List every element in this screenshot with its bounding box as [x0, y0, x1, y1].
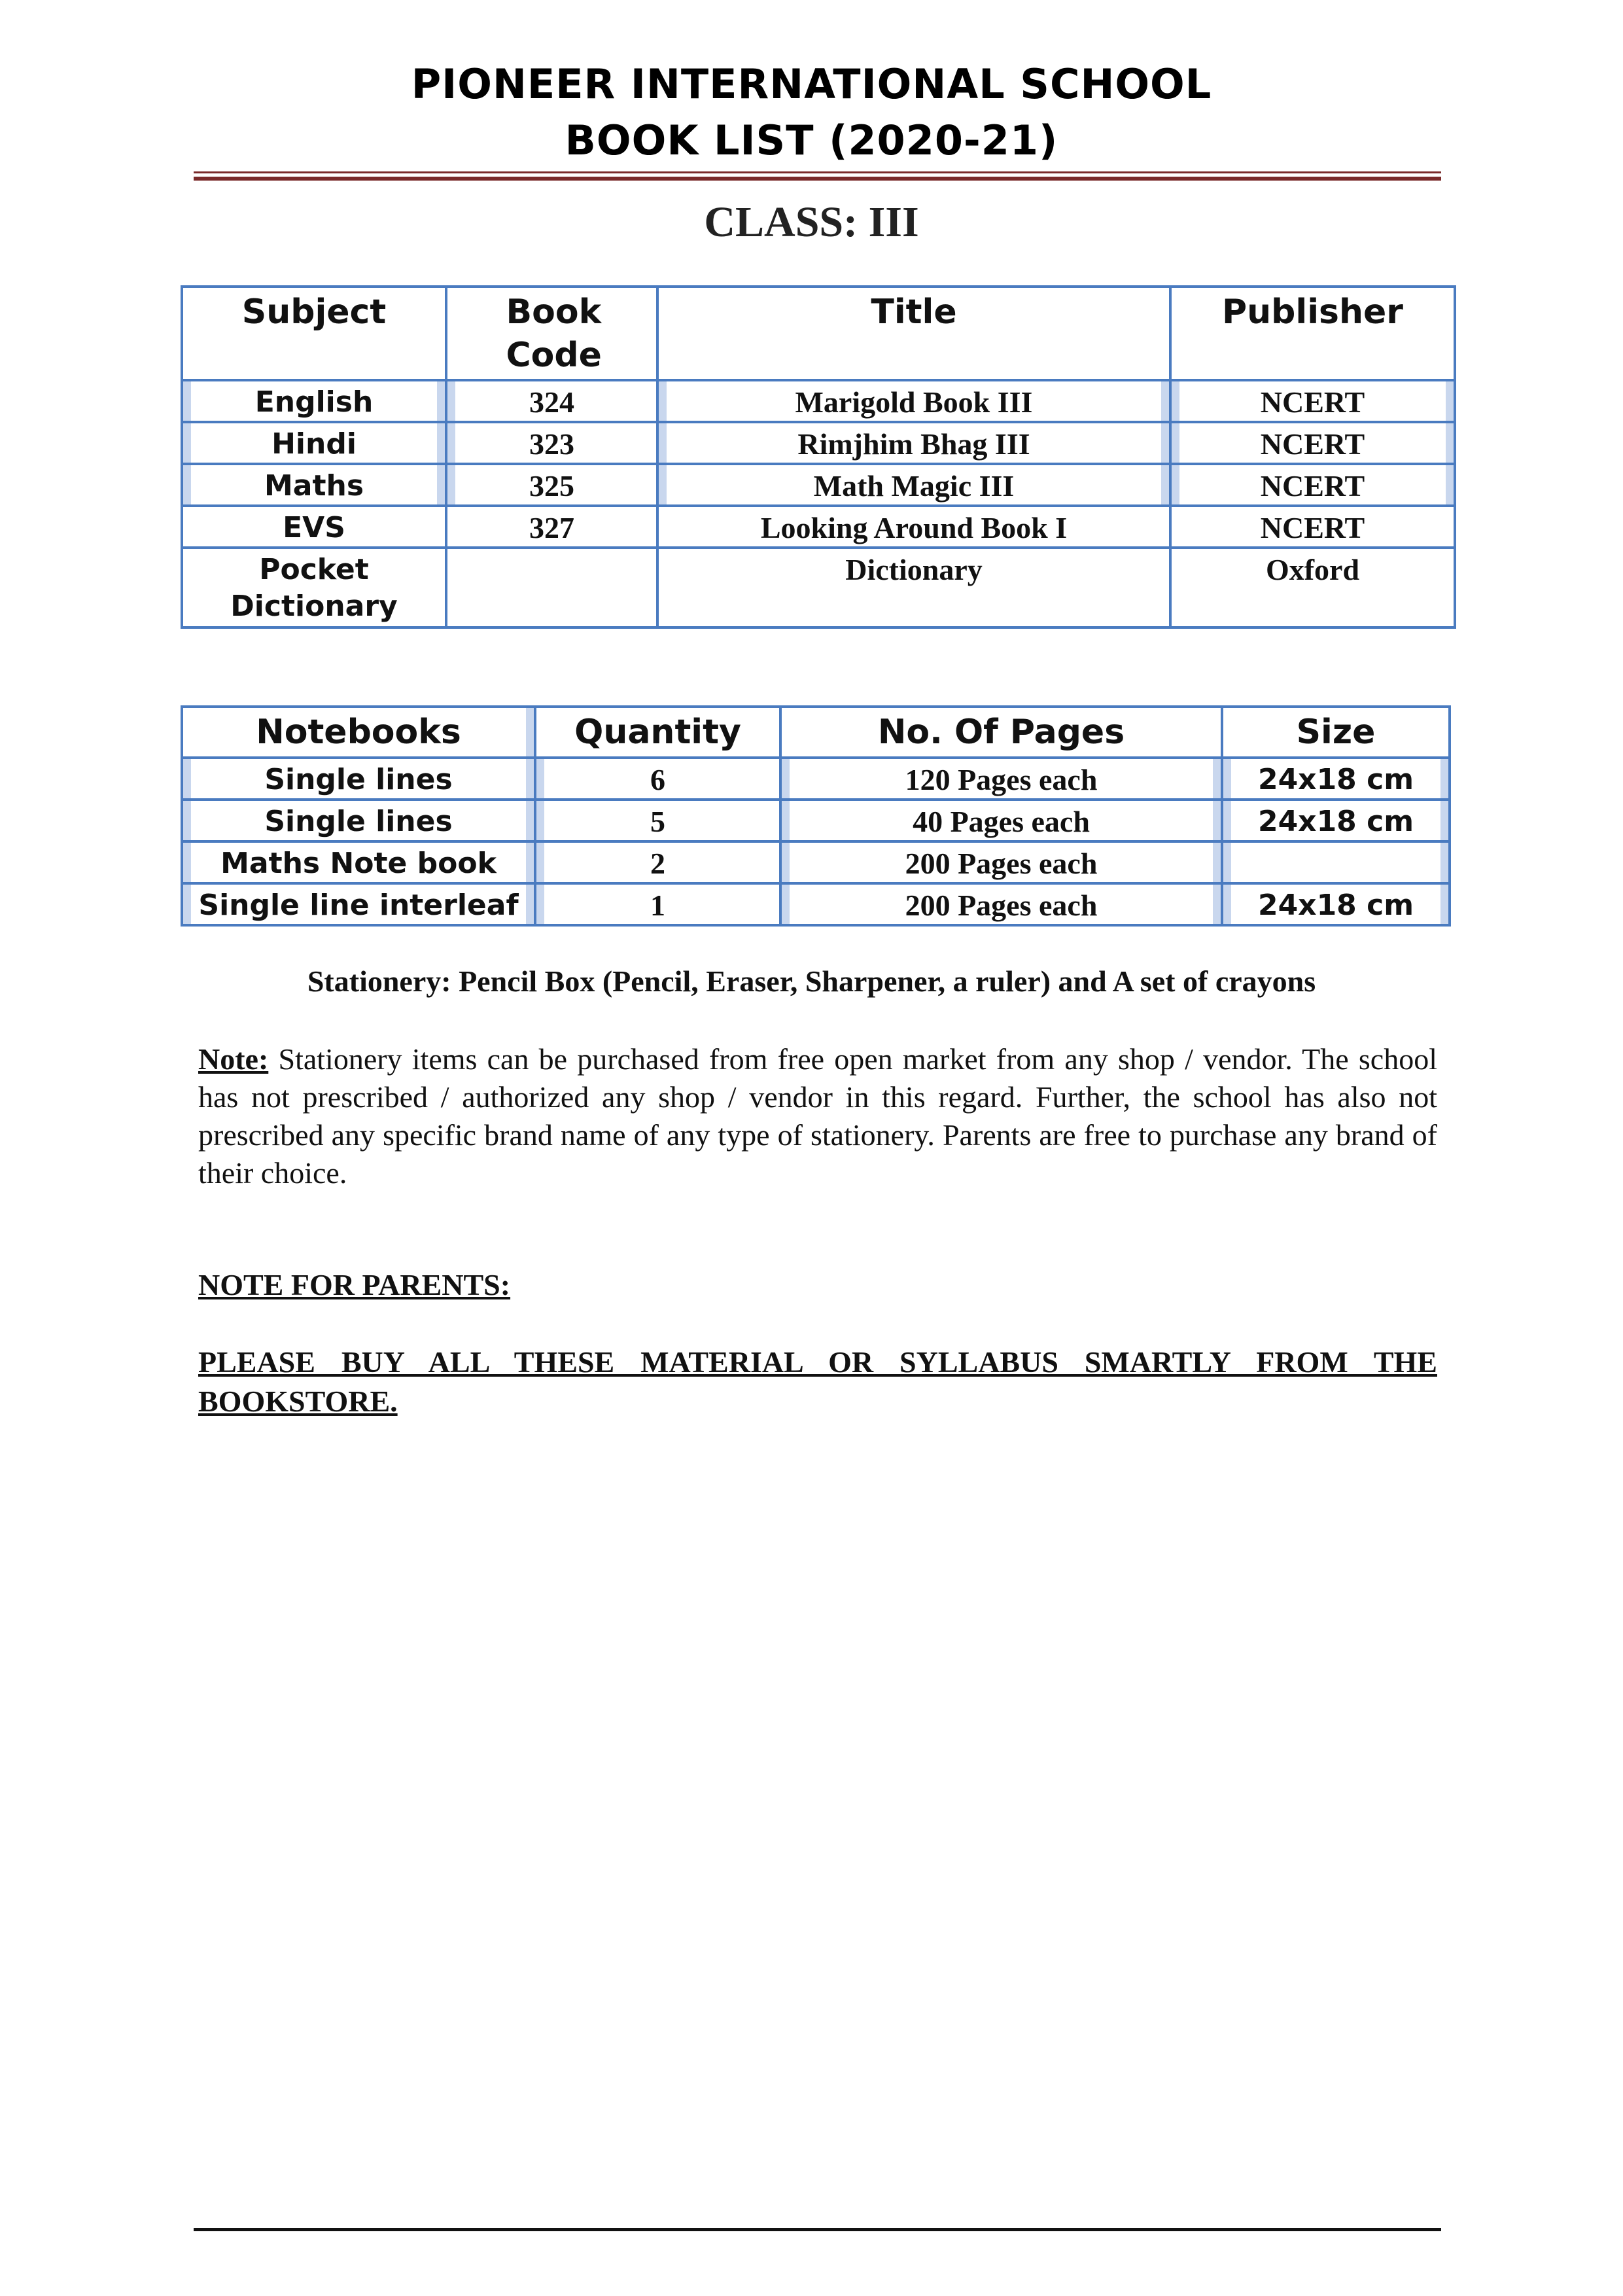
book-subject: Hindi	[182, 422, 446, 464]
table-row	[182, 548, 1455, 627]
notebook-pages: 200 Pages each	[780, 883, 1222, 925]
notebook-name: Single lines	[182, 758, 535, 800]
book-title: Math Magic III	[657, 464, 1170, 506]
book-publisher: NCERT	[1170, 464, 1455, 506]
notebook-quantity: 6	[535, 758, 780, 800]
notebook-quantity: 2	[535, 841, 780, 883]
notebook-pages: 40 Pages each	[780, 800, 1222, 841]
notebooks-table-header-row	[182, 707, 1450, 758]
book-subject-label: Pocket Dictionary	[230, 553, 398, 623]
notebook-name: Maths Note book	[182, 841, 535, 883]
notebooks-table	[181, 705, 1451, 927]
notebook-name: Single lines	[182, 800, 535, 841]
book-publisher: NCERT	[1170, 380, 1455, 422]
table-row	[182, 800, 1450, 841]
parents-note-text: PLEASE BUY ALL THESE MATERIAL OR SYLLABUS SMARTLY FROM THE BOOKSTORE.	[198, 1345, 1437, 1418]
note-paragraph	[198, 1040, 1437, 1192]
books-header-publisher: Publisher	[1170, 287, 1455, 380]
parents-note-heading: NOTE FOR PARENTS:	[198, 1268, 511, 1301]
note-label: Note:	[198, 1042, 269, 1076]
book-code: 323	[446, 422, 657, 464]
book-list-title: BOOK LIST (2020-21)	[565, 116, 1058, 164]
book-title: Rimjhim Bhag III	[657, 422, 1170, 464]
table-row	[182, 380, 1455, 422]
table-row	[182, 841, 1450, 883]
book-subject: EVS	[182, 506, 446, 548]
notebook-pages: 120 Pages each	[780, 758, 1222, 800]
table-row	[182, 758, 1450, 800]
notebook-quantity: 5	[535, 800, 780, 841]
class-heading: CLASS: III	[704, 198, 919, 246]
book-publisher: NCERT	[1170, 506, 1455, 548]
book-publisher: Oxford	[1170, 548, 1455, 627]
notebook-size: 24x18 cm	[1222, 883, 1450, 925]
school-name: PIONEER INTERNATIONAL SCHOOL	[411, 60, 1212, 108]
book-code: 325	[446, 464, 657, 506]
notebooks-header-pages: No. Of Pages	[780, 707, 1222, 758]
books-header-title: Title	[657, 287, 1170, 380]
book-publisher: NCERT	[1170, 422, 1455, 464]
books-table-header-row	[182, 287, 1455, 380]
footer-divider	[194, 2228, 1441, 2231]
stationery-line: Stationery: Pencil Box (Pencil, Eraser, Sharpener, a ruler) and A set of crayons	[307, 964, 1316, 998]
books-header-subject: Subject	[182, 287, 446, 380]
notebooks-header-quantity: Quantity	[535, 707, 780, 758]
table-row	[182, 883, 1450, 925]
book-code: 327	[446, 506, 657, 548]
notebook-size: 24x18 cm	[1222, 800, 1450, 841]
book-subject: Maths	[182, 464, 446, 506]
book-code: 324	[446, 380, 657, 422]
books-table	[181, 285, 1456, 629]
books-header-code	[446, 287, 657, 380]
book-code	[446, 548, 657, 627]
notebook-pages: 200 Pages each	[780, 841, 1222, 883]
notebook-quantity: 1	[535, 883, 780, 925]
header-divider	[194, 171, 1441, 181]
note-text: Stationery items can be purchased from free open market from any shop / vendor. The school has not prescribed / authorized any shop / vendor in this regard. Further, the school has also not prescribed any specific brand name of any type of stationery. Parents are free to purchase any brand of their choice.	[198, 1042, 1437, 1190]
book-title: Marigold Book III	[657, 380, 1170, 422]
book-title: Dictionary	[657, 548, 1170, 627]
book-subject: English	[182, 380, 446, 422]
notebook-size	[1222, 841, 1450, 883]
book-title: Looking Around Book I	[657, 506, 1170, 548]
table-row	[182, 506, 1455, 548]
books-header-code-label: Book Code	[506, 292, 602, 375]
book-subject	[182, 548, 446, 627]
notebook-name: Single line interleaf	[182, 883, 535, 925]
table-row	[182, 464, 1455, 506]
notebooks-header-size: Size	[1222, 707, 1450, 758]
notebook-size: 24x18 cm	[1222, 758, 1450, 800]
notebooks-header-name: Notebooks	[182, 707, 535, 758]
table-row	[182, 422, 1455, 464]
